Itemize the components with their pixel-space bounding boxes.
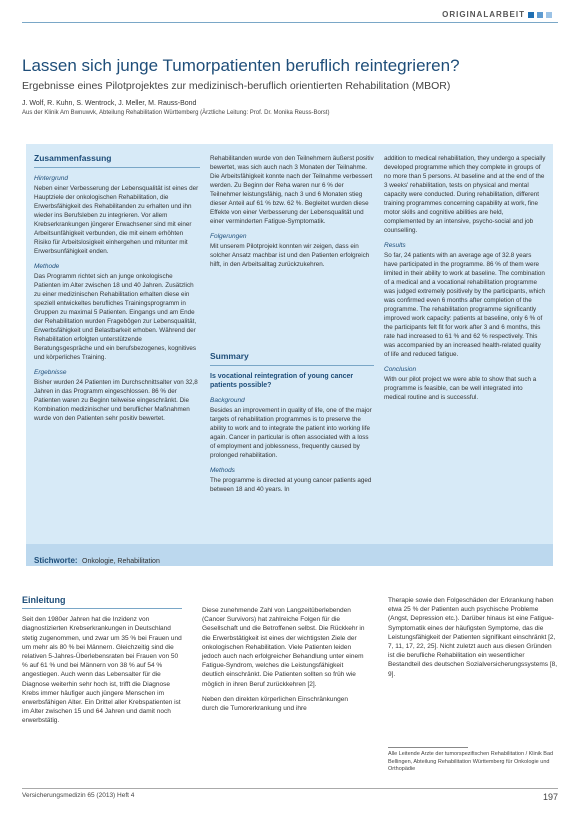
- body-col-1: [22, 596, 182, 732]
- article-authors: J. Wolf, R. Kuhn, S. Wentrock, J. Meller, M. Rauss-Bond: [22, 100, 197, 107]
- header-rule: [22, 22, 558, 23]
- abstract-col-1: [34, 154, 200, 429]
- section-name: ORIGINALARBEIT: [442, 10, 525, 19]
- body-col-2: [202, 606, 366, 719]
- abstract-col-2: [210, 154, 374, 275]
- summary-block: [210, 352, 374, 500]
- summary-heading: Summary: [210, 351, 249, 361]
- abstract-col-3: [384, 154, 546, 408]
- einleitung-rule: [22, 608, 182, 609]
- abstract-label-background: Hintergrund: [34, 175, 68, 182]
- article-title: Lassen sich junge Tumorpatienten beruflich reintegrieren?: [22, 56, 460, 75]
- summary-label-methods: Methods: [210, 467, 235, 474]
- abstract-text-results-cont: Rehabilitanden wurde von den Teilnehmern äußerst positiv bewertet, was sich auch nach 3 Monaten der Teilnahme. Die Arbeitsfähigkeit konnte nach der Teilnahme verbessert werden. Zu Beginn der Reha waren nur 6 % der Teilnehmer leistungsfähig, nach 3 und 6 Monaten stieg dieser Anteil auf 61 % bzw. 62 %. Begleitet wurden diese Effekte von einer Verbesserung der Lebensqualität und einer verminderten Fatigue-Symptomatik.: [210, 155, 374, 225]
- abstract-label-method: Methode: [34, 263, 60, 270]
- abstract-heading-rule: [34, 167, 200, 168]
- summary-text-methods-cont: addition to medical rehabilitation, they undergo a specially developed programme which they complete in groups of no more than 5 persons. At baseline and at the end of the 3 weeks' rehabilitation, tests on physical and mental capacity were conducted. During rehabilitation, different training programmes concerning capability at work, fine motor skills and cognitive abilities are held, complemented by an intensive, psycho-social and job counselling.: [384, 155, 546, 234]
- footnote-rule: [388, 747, 468, 748]
- decor-square-1: [528, 12, 534, 18]
- summary-text-conclusion: With our pilot project we were able to show that such a programme is feasible, can be well integrated into medical routine and is successful.: [384, 376, 537, 401]
- footnote: Alle Leitende Arzte der tumorspezifischen Rehabilitation / Klinik Bad Bellingen, Abteilung Rehabilitation Württemberg für Onkologie und Orthopädie: [388, 751, 554, 772]
- abstract-label-results: Ergebnisse: [34, 369, 67, 376]
- footer-rule: [22, 788, 558, 789]
- summary-text-results: So far, 24 patients with an average age of 32.8 years have participated in the programme. 86 % of them were limited in their ability to work at baseline. The combination of a medical and a vocational rehabilitation programme was judged extremely positively by the participants, which was confirmed even 6 months after completion of the programme. The rehabilitation programme significantly improved work capacity: patients at baseline, only 6 % of the participants felt fit for work after 3 and 6 months, this rate had increased to 61 % and 62 % respectively. This was accompanied by an increased health-related quality of life and reduced fatigue.: [384, 252, 545, 358]
- page-number: 197: [542, 792, 558, 802]
- page-footer: [22, 792, 558, 802]
- abstract-text-conclusion: Mit unserem Pilotprojekt konnten wir zeigen, dass ein solcher Ansatz machbar ist und den Patienten erfolgreich hilft, in den Arbeitsalltag zurückzukehren.: [210, 243, 370, 268]
- article-subtitle: Ergebnisse eines Pilotprojektes zur medizinisch-beruflich orientierten Rehabilitation (MBOR): [22, 80, 451, 92]
- summary-heading-rule: [210, 365, 374, 366]
- body-text-col-3: Therapie sowie den Folgeschäden der Erkrankung haben etwa 25 % der Patienten auch psychische Probleme (Angst, Depression etc.). Darüber hinaus ist eine Fatigue-Symptomatik eines der häufigsten Symptome, das die Leistungsfähigkeit der Patienten signifikant einschränkt [2, 7, 11, 17, 22, 25]. Nicht zuletzt auch aus diesen Gründen ist die berufliche Rehabilitation ein wesentlicher Bestandteil des deutschen Sozialversicherungssystems [8, 9].: [388, 597, 558, 678]
- body-text-col-2-tail: Neben den direkten körperlichen Einschränkungen durch die Tumorerkrankung und ihre: [202, 695, 348, 713]
- body-text-col-1: Seit den 1980er Jahren hat die Inzidenz von diagnostizierten Krebserkrankungen in Deutschland stetig zugenommen, und zwar um 35 % bei Frauen und um mehr als 80 % bei Männern. Gleichzeitig sind die relativen 5-Jahres-Überlebensraten bei Frauen von 50 % auf 61 % und bei Männern von 38 % auf 54 % angestiegen. Auch wenn das Lebensalter für die Diagnose weiterhin sehr hoch ist, trifft die Diagnose Krebs immer häufiger auch jüngere Menschen im erwerbsfähigen Alter. Ein Drittel aller Krebspatienten ist im Alter zwischen 15 und 64 Jahren und damit noch erwerbstätig.: [22, 616, 182, 725]
- keywords-line: [34, 550, 334, 568]
- summary-label-conclusion: Conclusion: [384, 366, 417, 373]
- abstract-text-results: Bisher wurden 24 Patienten im Durchschnittsalter von 32,8 Jahren in das Programm eingeschlossen. 86 % der Patienten waren zu Beginn teilweise eingeschränkt. Die Kombination medizinischer und beruflicher Maßnahmen wurde von den Patienten sehr positiv bewertet.: [34, 379, 198, 422]
- summary-text-background: Besides an improvement in quality of life, one of the major targets of rehabilitation programmes is to preserve the ability to work and to integrate the patient into working life again. Cancer in particular is often associated with a loss of employment and joblessness, frequently caused by prolonged rehabilitation.: [210, 407, 372, 459]
- abstract-text-method: Das Programm richtet sich an junge onkologische Patienten im Alter zwischen 18 und 40 Jahren. Zusätzlich zu einer medizinischen Rehabilitation erhalten diese ein speziell entwickeltes berufliches Trainingsprogramm in Gruppen zu maximal 5 Patienten. Eingangs und am Ende der Rehabilitation wurden Fragebögen zur Lebensqualität, Erwerbsfähigkeit und Belastbarkeit erhoben. Während der Rehabilitation erfolgten unterstützende Beratungsgespräche und ein berufsbezogenes, kognitives und körperliches Training.: [34, 273, 197, 361]
- abstract-label-conclusion: Folgerungen: [210, 233, 247, 240]
- summary-label-background: Background: [210, 397, 245, 404]
- body-text-col-2: Diese zunehmende Zahl von Langzeitüberlebenden (Cancer Survivors) hat zahlreiche Folgen für die Gesellschaft und die Betroffenen selbst. Die Rückkehr in die Erwerbstätigkeit ist eines der wichtigsten Ziele der onkologischen Rehabilitation. Viele Patienten leiden jedoch auch nach erfolgreicher Behandlung unter einem Fatigue-Syndrom, welches die Leistungsfähigkeit deutlich einschränkt. Die Patienten sollten so früh wie möglich in ihren Beruf zurückkehren [2].: [202, 607, 365, 688]
- keywords-text: Onkologie, Rehabilitation: [82, 558, 160, 565]
- body-col-3: [388, 596, 558, 685]
- abstract-text-background: Neben einer Verbesserung der Lebensqualität ist eines der Hauptziele der onkologischen Rehabilitation, die Erwerbsfähigkeit des Rehabilitanden zu erhalten und ihn wieder ins Berufsleben zu integrieren. Vor allem Krebserkrankungen jüngerer Erwachsener sind mit einer Arbeitsunfähigkeit verbunden, die mit einem erhöhten Risiko für Arbeitslosigkeit einhergehen und mitunter mit Erwerbsunfähigkeit enden.: [34, 185, 199, 255]
- section-label: [442, 10, 552, 19]
- decor-square-2: [537, 12, 543, 18]
- summary-text-methods: The programme is directed at young cancer patients aged between 18 and 40 years. In: [210, 477, 372, 493]
- abstract-heading: Zusammenfassung: [34, 153, 112, 163]
- section-heading-einleitung: Einleitung: [22, 595, 66, 605]
- summary-label-results: Results: [384, 242, 406, 249]
- keywords-label: Stichworte:: [34, 556, 78, 565]
- decor-square-3: [546, 12, 552, 18]
- summary-subheading: Is vocational reintegration of young cancer patients possible?: [210, 373, 354, 389]
- journal-citation: Versicherungsmedizin 65 (2013) Heft 4: [22, 792, 135, 799]
- article-affiliation: Aus der Klinik Am Bwnuwvk, Abteilung Rehabilitation Württemberg (Ärztliche Leitung: Prof. Dr. Monika Reuss-Borst): [22, 110, 330, 116]
